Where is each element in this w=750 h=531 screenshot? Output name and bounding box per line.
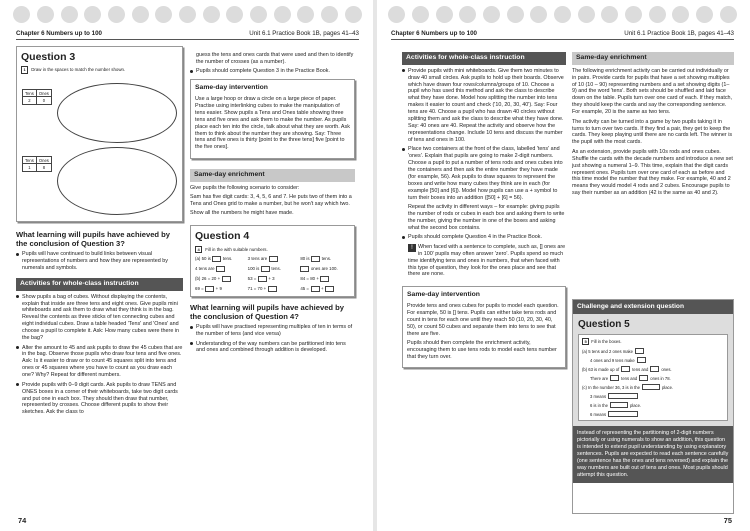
whole-class-left — [16, 278, 183, 416]
answer-box[interactable] — [311, 256, 320, 262]
left-column-2 — [190, 52, 355, 357]
left-column-1 — [16, 46, 183, 419]
whole-class-left-bullet-2: Alter the amount to 45 and ask pupils to draw the 45 cubes that are in the bag. Observe those pupils who draw four tens and five ones. Ask: Is it easier to draw or to count 45 squares split into tens and ones or 45 squares where you have to count as you draw each one? Why? Repeat for different numbers. — [16, 345, 183, 380]
question-3-title: Question 3 — [21, 51, 76, 63]
answer-box[interactable] — [222, 276, 231, 282]
sameday-enrichment-right-title: Same-day enrichment — [572, 52, 734, 65]
whole-class-left-title: Activities for whole-class instruction — [16, 278, 183, 291]
answer-box[interactable] — [650, 366, 659, 372]
right-column-1: Activities for whole-class instruction Provide pupils with mini whiteboards. Give them two minutes to draw 40 small circles. Ask pupils to hold up their boards. Observe which have drawn four rows/columns/groups of 10. Choose a pupil who has used this method and ask the class to describe what they have done. Model how splitting the number into tens makes it easier to count and check ('10, 20, 30, 40'). Say: Four tens are 40. Choose a pupil who has drawn 40 circles without splitting them and ask the class to describe what they have done. Say: 40 ones are 40. Repeat the activity and observe how the representations change. Include 10 tens and discuss the number of tens and ones in 100. Place two containers at the front of the class, labelled 'tens' and 'ones'. Explain that pupils are going to make 2-digit numbers. Choose a pupil to put a number of tens rods and ones cubes into the containers and then ask the entire number they have made (for example, 56). Ask pupils to draw squares to represent the boxes and write how many cubes they think are in each (for example [50] and [6]). Model how pupils can use a + symbol to turn their boxes into an addition ([50] + [6] = 56). Repeat the activity in different ways – for example: giving pupils the number of rods or cubes in each box and asking them to write the number, giving the number in one of the boxes and asking what the second box contains. Pupils should complete Question 4 in the Practice Book. ! When faced with a sentence to complete, such as, [] ones are in 100' pupils may often answer 'zero'. Pupils spend so much time identifying tens and ones in numbers, that when faced with this type of question, they look for the ones place and see that there are none. Same-day intervention Provide tens and ones cubes for pupils to model each question. For example, 50 is [] tens. Pupils can either take tens rods and count in tens for each one until they reach 50 (10, 20, 30, 40, 50), or count 50 cubes and separate them into tens to see that there are five. Pupils should then complete the enrichment activity, encouraging them to use tens rods to model each tens number that they turn over. — [402, 52, 566, 368]
sameday-intervention-right-title: Same-day intervention — [407, 291, 480, 299]
answer-box[interactable] — [212, 256, 221, 262]
drawing-space-1 — [57, 83, 177, 143]
question-4-title: Question 4 — [195, 230, 250, 243]
answer-box[interactable] — [268, 286, 277, 292]
question-4-instruction: 4 Fill in the with suitable numbers. — [195, 246, 350, 253]
answer-box[interactable] — [205, 286, 214, 292]
question-3-box — [16, 46, 183, 222]
answer-box[interactable] — [642, 384, 660, 390]
page-number-left: 74 — [18, 515, 27, 525]
question-5-box: 5 Fill in the boxes. (a) 5 tens and 2 ones make 4 ones and 9 tens make (b) 63 is made up of tens and ones. There are tens and ones in 78. (c) In the number 36, 3 is in the place. 3 means 6 is in the place. 6 means — [578, 334, 728, 421]
answer-box[interactable] — [610, 402, 628, 408]
answer-box[interactable] — [608, 411, 638, 417]
question-5-title: Question 5 — [578, 319, 630, 331]
unit-ref: Unit 6.1 Practice Book 1B, pages 41–43 — [249, 30, 359, 38]
continued-text: guess the tens and ones cards that were used and then to identify the number of crosses (as a number). — [196, 52, 354, 65]
tens-ones-table-1: Tens Ones 2 0 — [22, 89, 52, 105]
chapter-title: Chapter 6 Numbers up to 100 — [391, 30, 477, 38]
unit-ref: Unit 6.1 Practice Book 1B, pages 41–43 — [624, 30, 734, 38]
answer-box[interactable] — [258, 276, 267, 282]
answer-box[interactable] — [325, 286, 334, 292]
running-head — [16, 29, 359, 40]
challenge-box — [572, 299, 734, 514]
running-head — [391, 29, 734, 40]
warning-icon: ! — [408, 244, 416, 252]
learning-q3-title: What learning will pupils have achieved by the conclusion of Question 3? — [16, 230, 171, 249]
answer-box[interactable] — [216, 266, 225, 272]
question-5-panel — [573, 314, 733, 426]
challenge-explanation: Instead of representing the partitioning of 2-digit numbers pictorially or using numerals to show an addition, this question is intended to extend pupil understanding by using explanatory sentences. Pupils are expected to read each sentence carefully (one sentence has the ones and tens reversed) and explain the way numbers are built out of tens and ones. Most pupils should attempt this question. — [573, 426, 733, 482]
sameday-enrichment-left: Same-day enrichment Give pupils the following scenario to consider: Sam has five digit cards: 3, 4, 5, 6 and 7. He puts two of them into a Tens and Ones grid to make a number, but he won't say which two. Show all the numbers he might have made. — [190, 169, 355, 218]
answer-box[interactable] — [261, 266, 270, 272]
answer-box[interactable] — [621, 366, 630, 372]
whole-class-left-bullet-3: Provide pupils with 0–9 digit cards. Ask pupils to draw TENS and ONES boxes in a corner of their whiteboards, take two digit cards and put one in each box. They should then draw that number, represented by crosses. Choose different pupils to show their sketches. Ask the class to — [16, 382, 183, 417]
answer-box[interactable] — [639, 375, 648, 381]
answer-box[interactable] — [269, 256, 278, 262]
decorative-circles — [0, 6, 375, 23]
right-page — [375, 0, 750, 531]
challenge-header: Challenge and extension question — [573, 300, 733, 314]
whole-class-right-title: Activities for whole-class instruction — [402, 52, 566, 65]
drawing-space-2 — [57, 147, 177, 215]
learning-q4: What learning will pupils have achieved by the conclusion of Question 4? Pupils will have practised representing multiples of ten in terms of the number of tens (and vice versa) Understanding of the way numbers can be partitioned into tens and ones and combined through addition is developed. — [190, 303, 355, 354]
tens-ones-table-2: Tens Ones 1 8 — [22, 156, 52, 172]
question-3-instruction: 1 Draw in the spaces to match the number shown. — [21, 66, 178, 73]
chapter-title: Chapter 6 Numbers up to 100 — [16, 30, 102, 38]
sameday-enrichment-left-title: Same-day enrichment — [190, 169, 355, 182]
answer-box[interactable] — [300, 266, 309, 272]
learning-q3 — [16, 230, 183, 272]
whole-class-left-bullet-1: Show pupils a bag of cubes. Without displaying the contents, explain that inside are three tens and eight ones. Give pupils mini whiteboards and ask them to draw what they think is in the bag. Reveal the contents as three sticks of ten connecting cubes and eight individual cubes. Draw a table headed 'Tens' and 'Ones' and choose a pupil to complete it. Ask: How many cubes were there in the bag? — [16, 294, 183, 342]
right-column-2: Same-day enrichment The following enrichment activity can be carried out individually or in pairs. Provide cards for pupils that have a set showing multiples of 10 (10 – 90) representing numbers and a set showing digits (1–9) and the word 'tens'. Both sets should be shuffled and laid face down on the table. Pupils turn over one card of each. If they match, they should keep the cards and say the corresponding sentence. For example, 20 is the same as two tens. The activity can be turned into a game by two pupils taking it in turns to turn over two cards. If they find a pair, they get to keep the cards. They keep playing until there are no cards left. The winner is the pupil with the most cards. As an extension, provide pupils with 10s rods and ones cubes. Shuffle the cards with the decade numbers and introduce a new set just showing a numeral 1–9. This time, explain that the digit cards represent ones. Pupils turn over one card of each as before and this time model the number that they make. For example, 40 and 2 means they would model 4 rods and 2 cubes. Encourage pupils to say their number as an addition (42 is the same as 40 and 2). — [572, 54, 733, 197]
answer-box[interactable] — [311, 286, 320, 292]
page-number-right: 75 — [723, 515, 732, 525]
sameday-intervention-right: Same-day intervention Provide tens and ones cubes for pupils to model each question. For example, 50 is [] tens. Pupils can either take tens rods and count in tens for each one until they reach 50 (10, 20, 30, 40, 50), or count 50 cubes and separate them into tens to see that there are five. Pupils should then complete the enrichment activity, encouraging them to use tens rods to model each tens number that they turn over. — [402, 286, 566, 368]
sameday-intervention-left-title: Same-day intervention — [195, 84, 268, 92]
answer-box[interactable] — [610, 375, 619, 381]
answer-box[interactable] — [320, 276, 329, 282]
complete-q3-bullet: Pupils should complete Question 3 in the Practice Book. — [190, 68, 355, 75]
warning-note: ! When faced with a sentence to complete, such as, [] ones are in 100' pupils may often answer 'zero'. Pupils spend so much time identifying tens and ones in numbers, that when faced with this type of question, they look for the ones place and see that there are none. — [408, 243, 566, 278]
learning-q4-title: What learning will pupils have achieved by the conclusion of Question 4? — [190, 302, 345, 321]
answer-box[interactable] — [635, 348, 644, 354]
answer-box[interactable] — [637, 357, 646, 363]
decorative-circles — [375, 6, 750, 23]
sameday-intervention-left-text: Use a large hoop or draw a circle on a large piece of paper. Practise using interlinking cubes to make the manipulation of tens easier. Show pupils a Tens and Ones table showing three tens and five ones and ask them to make the number. As pupils place each ten into the circle, talk about what they are worth. Ask them to think about the number they are showing. Say: Three tens and five ones is thirty [point to the three tens] five [point to the five ones]. — [195, 96, 350, 151]
answer-box[interactable] — [608, 393, 638, 399]
question-4-grid: (a) 50 is tens. 3 tens are 80 is tens. 4 tens are 100 is tens. ones are 100. (b) 26 = 20 + 53 = + 3 84 = 80 + 69 = + 9 71 = 70 + 45 = + — [195, 256, 338, 292]
learning-q3-bullet: Pupils will have continued to build links between visual representations of numbers and how they are represented by numerals and symbols. — [16, 251, 183, 272]
question-4-box — [190, 225, 355, 297]
sameday-intervention-left — [190, 79, 355, 159]
